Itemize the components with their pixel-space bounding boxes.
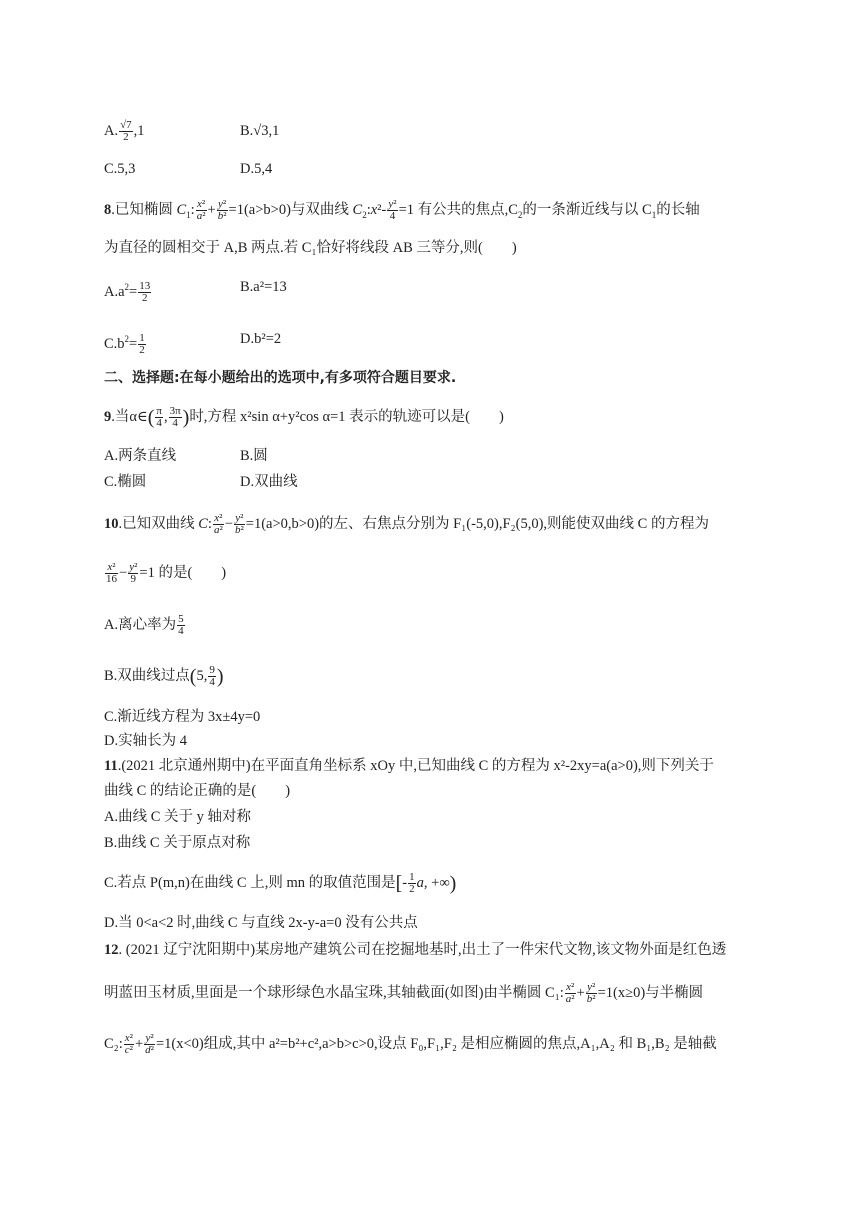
q9-option-c: C.椭圆: [104, 474, 147, 490]
q11-stem-line2: 曲线 C 的结论正确的是( ): [104, 783, 291, 799]
q11-option-c: C.若点 P(m,n)在曲线 C 上,则 mn 的取值范围是[- $\frac{1}{2}$ a, +∞): [104, 871, 457, 896]
q10-option-d: D.实轴长为 4: [104, 733, 187, 749]
q8-option-c: $C.b^2=$ $\frac{1}{2}$: [104, 332, 145, 356]
q8-option-b: B.a²=13: [240, 279, 287, 295]
q12-stem-line3: C₂: $\frac{\text{x²}}{\text{c²}}$ + $\frac{\text{y²}}{\text{d²}}$ =1(x<0)组成,其中 a²=b²+c²,a>b>c>0,设点 F₀,F₁,F₂ 是相应椭圆的焦点,A₁,A₂ 和 B₁,B₂ 是轴截: [104, 1032, 717, 1057]
q9-option-b: B.圆: [240, 448, 268, 464]
q10-stem-line1: 10.已知双曲线 C: $\frac{\text{x²}}{\text{a²}}$ − $\frac{\text{y²}}{\text{b²}}$ =1(a>0,b>0)的左、右焦点分别为 F₁(-5,0),F₂(5,0),则能使双曲线 C 的方程为: [104, 512, 709, 537]
q10-option-b: B.双曲线过点(5, $\frac{9}{4}$ ): [104, 664, 224, 689]
q8-option-d: D.b²=2: [240, 331, 282, 347]
q10-option-a: A.离心率为 $\frac{5}{4}$: [104, 613, 184, 638]
q8-stem-line1: 8.已知椭圆 $C_1$: $\frac{\text{x²}}{\text{a²}}$ + $\frac{\text{y²}}{\text{b²}}$ =1(a>b>0)与双曲线 $C_2:x^2-$ $\frac{\text{y²}}{4}$ =1 有公共的焦点$,C_2$的一条渐近线与以 $C_1$的长轴: [104, 198, 700, 223]
section-heading: 二、选择题:在每小题给出的选项中,有多项符合题目要求.: [104, 370, 457, 386]
q11-stem-line1: 11.(2021 北京通州期中)在平面直角坐标系 xOy 中,已知曲线 C 的方程为 x²-2xy=a(a>0),则下列关于: [104, 758, 714, 774]
q11-option-d: D.当 0<a<2 时,曲线 C 与直线 2x-y-a=0 没有公共点: [104, 915, 418, 931]
q7-option-c: C.5,3: [104, 161, 136, 177]
q7-option-d: D.5,4: [240, 161, 273, 177]
q9-stem: 9.当α∈( $\frac{\pi}{4}$ , $\frac{3\pi}{4}$ )时,方程 x²sin α+y²cos α=1 表示的轨迹可以是( ): [104, 405, 504, 430]
q8-stem-line2: 为直径的圆相交于 A,B 两点.若 C₁恰好将线段 AB 三等分,则( ): [104, 240, 517, 256]
q8-option-a: $A.a^2=$ $\frac{13}{2}$: [104, 280, 151, 304]
q10-option-c: C.渐近线方程为 3x±4y=0: [104, 709, 261, 725]
q7-option-b: B.√3,1: [240, 123, 280, 139]
q12-stem-line1: 12. (2021 辽宁沈阳期中)某房地产建筑公司在挖掘地基时,出土了一件宋代文物,该文物外面是红色透: [104, 942, 727, 958]
q11-option-a: A.曲线 C 关于 y 轴对称: [104, 809, 252, 825]
q10-stem-line2: $\frac{\text{x²}}{16}$ − $\frac{\text{y²}}{9}$ =1 的是( ): [106, 561, 227, 586]
q9-option-d: D.双曲线: [240, 474, 298, 490]
q11-option-b: B.曲线 C 关于原点对称: [104, 835, 251, 851]
q7-option-a: A. $\frac{√7}{2}$ ,1: [104, 119, 145, 144]
q9-option-a: A.两条直线: [104, 448, 177, 464]
q12-stem-line2: 明蓝田玉材质,里面是一个球形绿色水晶宝珠,其轴截面(如图)由半椭圆 C₁: $\frac{\text{x²}}{\text{a²}}$ + $\frac{\text{y²}}{\text{b²}}$ =1(x≥0)与半椭圆: [104, 981, 704, 1006]
